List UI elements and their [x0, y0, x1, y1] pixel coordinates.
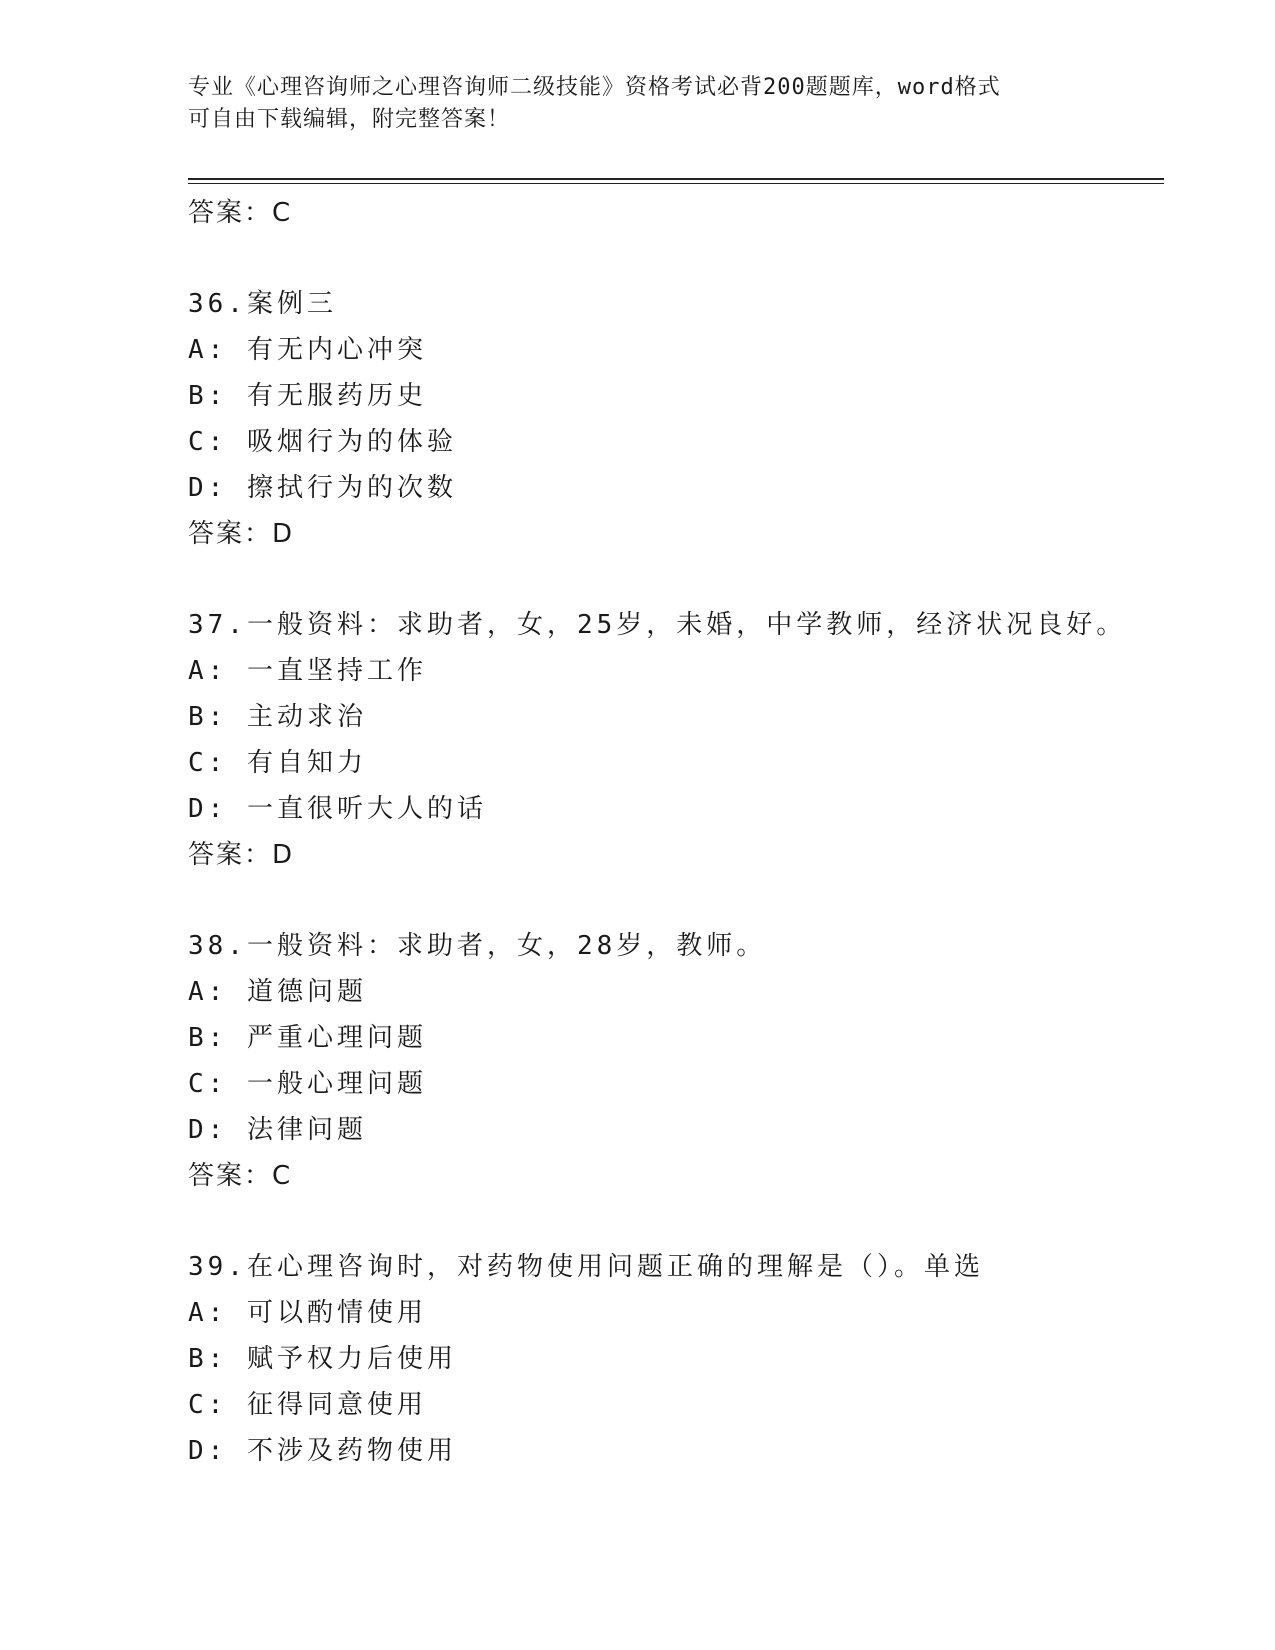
- option-b: B: 主动求治: [188, 702, 367, 732]
- option-d: D: 擦拭行为的次数: [188, 473, 457, 503]
- answer-value: D: [272, 519, 294, 549]
- option-b: B: 严重心理问题: [188, 1023, 427, 1053]
- answer-label: 答案：: [188, 1161, 273, 1191]
- option-c: C: 征得同意使用: [188, 1390, 427, 1420]
- answer-value: C: [272, 1161, 292, 1191]
- answer-label: 答案：: [188, 519, 273, 549]
- option-c: C: 一般心理问题: [188, 1069, 427, 1099]
- answer-line: [188, 190, 1164, 236]
- question-stem: 39.在心理咨询时，对药物使用问题正确的理解是（）。单选: [188, 1252, 984, 1282]
- answer-label: 答案：: [188, 198, 273, 228]
- answer-line: [188, 832, 1164, 878]
- option-d: D: 不涉及药物使用: [188, 1436, 457, 1466]
- answer-value: D: [272, 840, 294, 870]
- question-list: [188, 190, 1164, 1474]
- option-a: A: 有无内心冲突: [188, 335, 427, 365]
- option-c: C: 吸烟行为的体验: [188, 427, 457, 457]
- question-stem: 37.一般资料：求助者，女，25岁，未婚，中学教师，经济状况良好。: [188, 610, 1127, 640]
- option-a: A: 道德问题: [188, 977, 367, 1007]
- answer-line: [188, 1153, 1164, 1199]
- answer-value: C: [272, 198, 292, 228]
- header-line-1: 专业《心理咨询师之心理咨询师二级技能》资格考试必背200题题库，word格式: [188, 75, 1001, 100]
- header-divider-thin: [188, 183, 1164, 184]
- option-d: D: 法律问题: [188, 1115, 367, 1145]
- option-b: B: 有无服药历史: [188, 381, 427, 411]
- answer-label: 答案：: [188, 840, 273, 870]
- question-stem: 36.案例三: [188, 289, 337, 319]
- option-a: A: 可以酌情使用: [188, 1298, 427, 1328]
- option-d: D: 一直很听大人的话: [188, 794, 487, 824]
- header-line-2: 可自由下载编辑，附完整答案！: [188, 107, 511, 132]
- question-stem: 38.一般资料：求助者，女，28岁，教师。: [188, 931, 767, 961]
- answer-line: [188, 511, 1164, 557]
- document-header: [188, 72, 1068, 136]
- option-b: B: 赋予权力后使用: [188, 1344, 457, 1374]
- option-a: A: 一直坚持工作: [188, 656, 427, 686]
- header-divider-thick: [188, 178, 1164, 180]
- option-c: C: 有自知力: [188, 748, 367, 778]
